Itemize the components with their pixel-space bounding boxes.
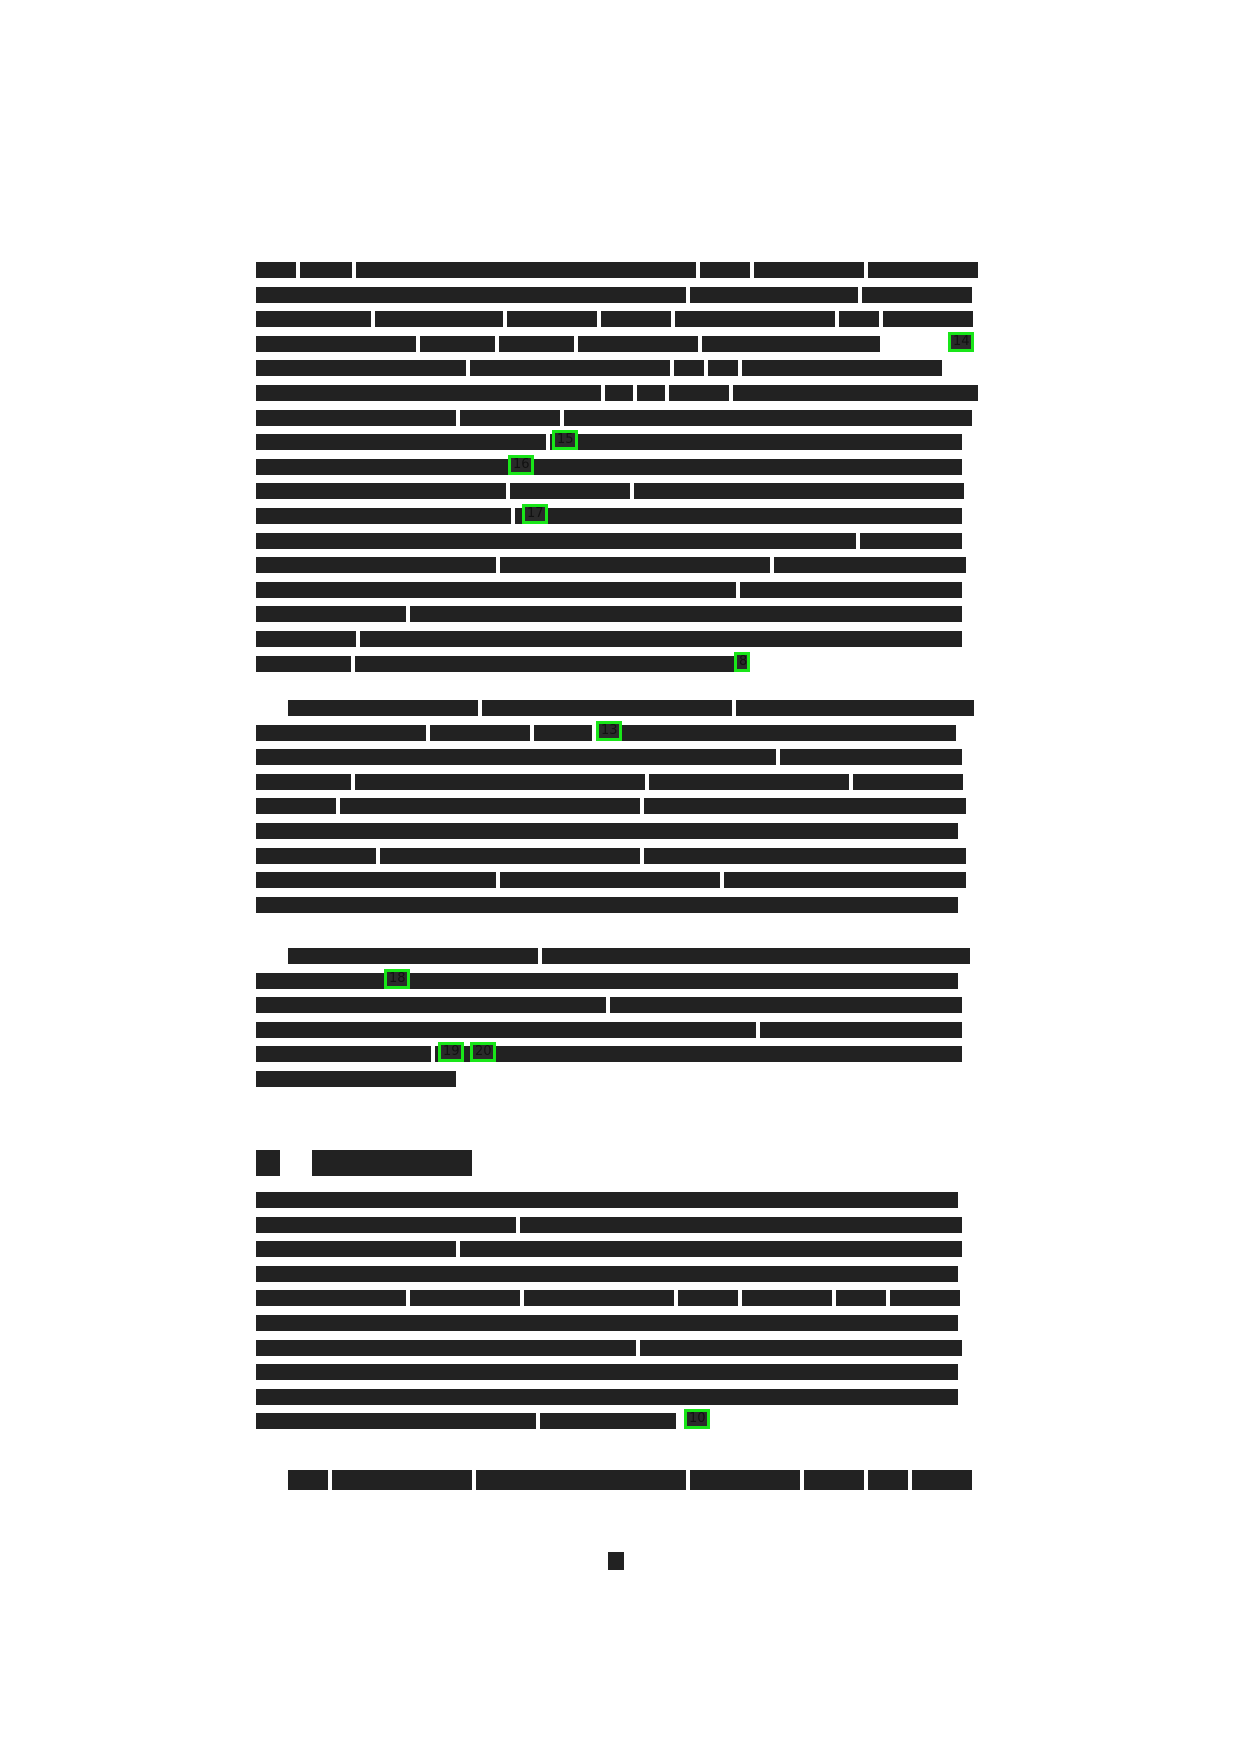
text-line [256, 1290, 978, 1306]
text-line [256, 1340, 978, 1356]
paragraph-3 [256, 948, 978, 1096]
text-line [256, 1266, 978, 1282]
text-line [256, 1217, 978, 1233]
text-line [256, 848, 978, 864]
text-line [256, 385, 978, 401]
text-line [256, 333, 978, 352]
text-line [256, 1241, 978, 1257]
text-line [256, 410, 978, 426]
text-line [256, 997, 978, 1013]
text-line [256, 1192, 978, 1208]
section-number [256, 1150, 280, 1176]
text-line [288, 700, 978, 716]
text-line [256, 872, 978, 888]
text-line [256, 262, 978, 278]
citation-16[interactable]: 16 [508, 455, 534, 475]
text-line [256, 505, 978, 524]
citation-20[interactable]: 20 [470, 1042, 496, 1062]
text-line [256, 1389, 978, 1405]
text-line [256, 897, 978, 913]
text-line [256, 1315, 978, 1331]
text-line [256, 287, 978, 303]
text-line [256, 1046, 978, 1062]
citation-10[interactable]: 10 [684, 1409, 710, 1429]
paragraph-5 [256, 1470, 978, 1499]
text-line [256, 970, 978, 989]
page-number [608, 1552, 624, 1570]
text-line [256, 722, 978, 741]
text-line [256, 1071, 978, 1087]
text-line [256, 749, 978, 765]
citation-14[interactable]: 14 [948, 332, 974, 352]
text-line [256, 653, 978, 672]
text-line [256, 311, 978, 327]
text-line [256, 798, 978, 814]
paragraph-2 [256, 700, 978, 921]
citation-13[interactable]: 13 [596, 721, 622, 741]
text-line [288, 1470, 978, 1490]
text-line [256, 1364, 978, 1380]
text-line [256, 434, 978, 450]
paragraph-1 [256, 262, 978, 680]
text-line [256, 606, 978, 622]
citation-8[interactable]: 8 [734, 652, 750, 672]
text-line [256, 533, 978, 549]
text-line [256, 631, 978, 647]
text-line [256, 557, 978, 573]
text-line [256, 774, 978, 790]
citation-17[interactable]: 17 [522, 504, 548, 524]
citation-18[interactable]: 18 [384, 969, 410, 989]
section-heading [256, 1150, 472, 1176]
text-line [256, 1022, 978, 1038]
text-line [256, 360, 978, 376]
text-line [256, 456, 978, 475]
text-line [256, 1413, 978, 1429]
paragraph-4 [256, 1192, 978, 1438]
section-title [312, 1150, 472, 1176]
text-line [256, 823, 978, 839]
citation-15[interactable]: 15 [552, 430, 578, 450]
citation-19[interactable]: 19 [438, 1042, 464, 1062]
text-line [256, 582, 978, 598]
text-line [256, 483, 978, 499]
text-line [288, 948, 978, 964]
